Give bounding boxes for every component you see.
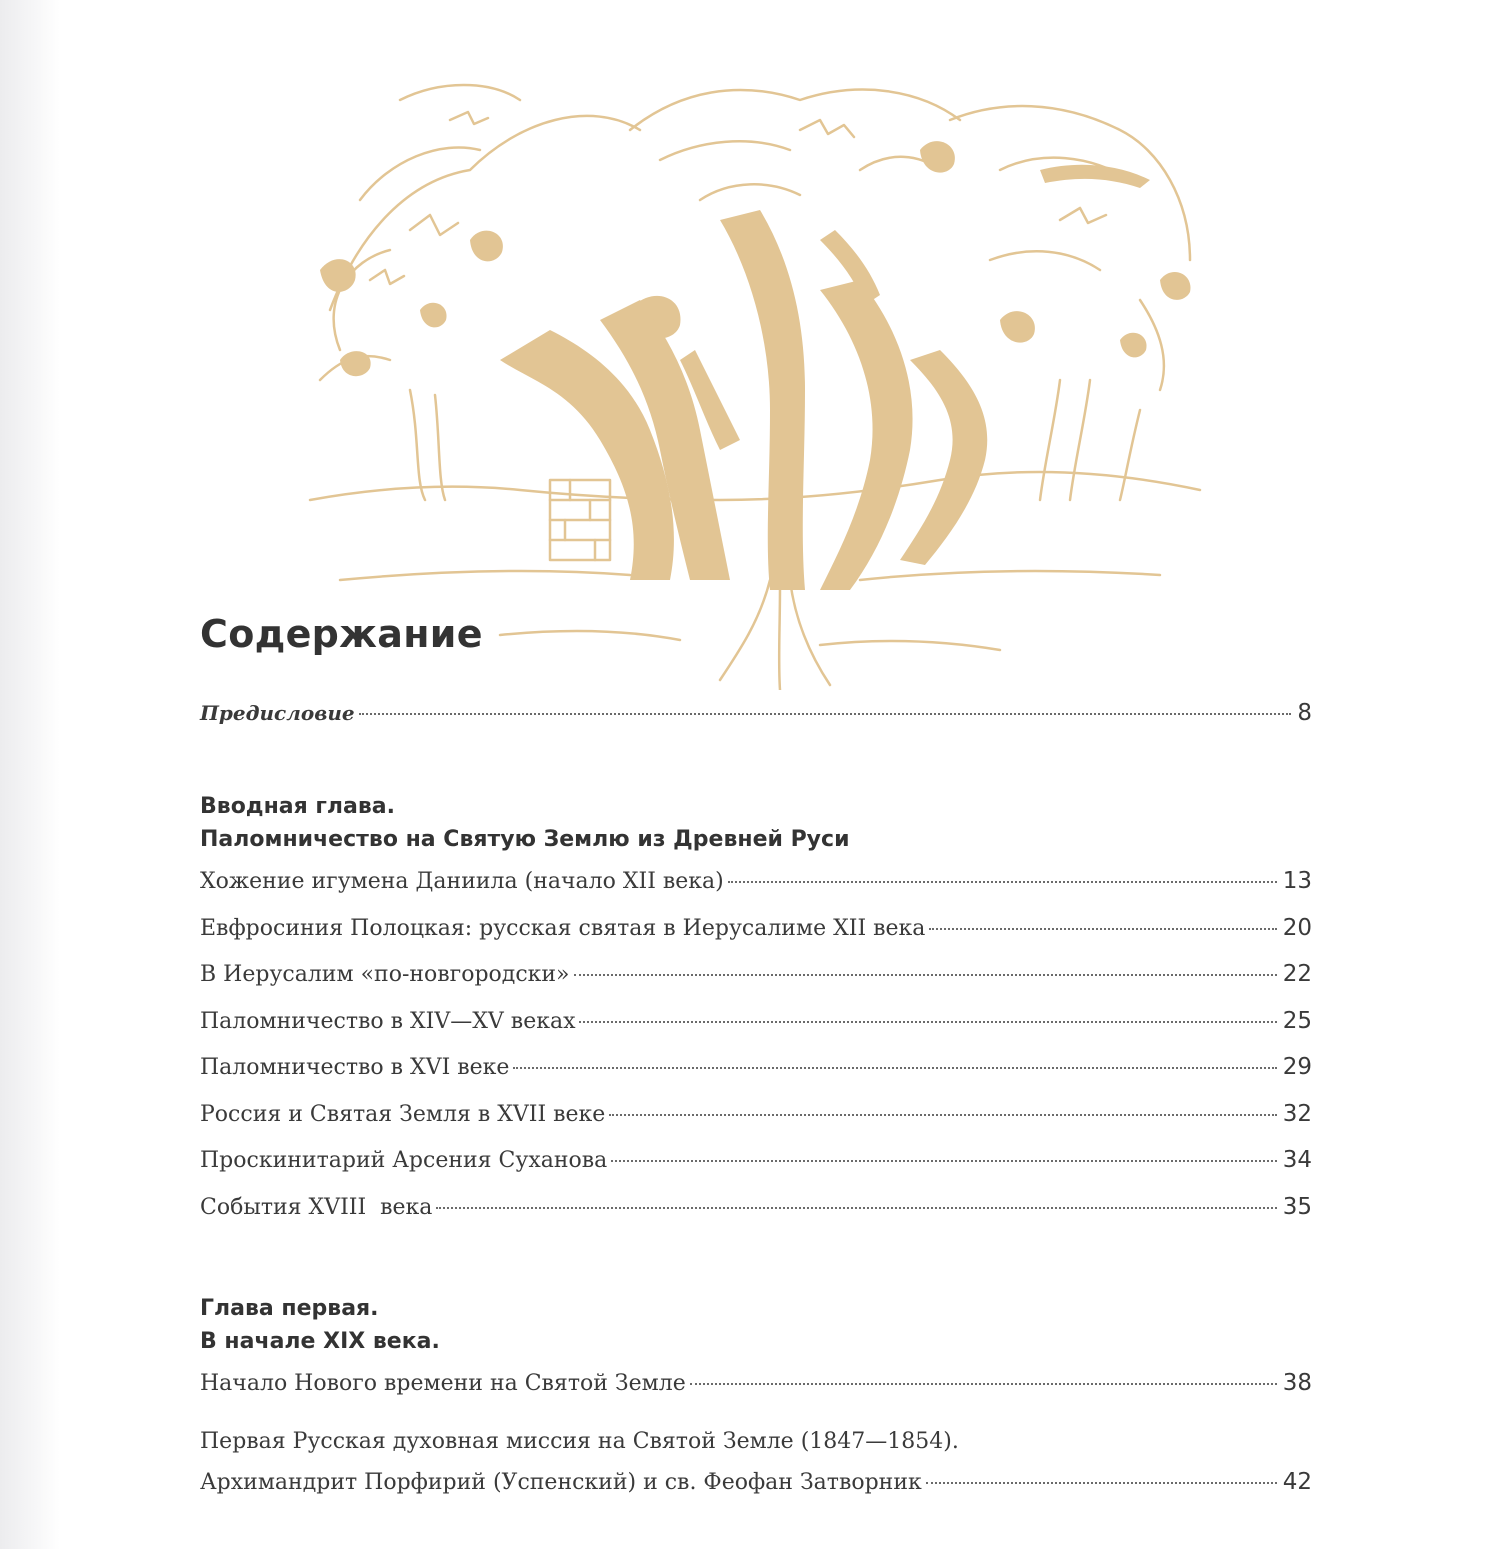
chapter-heading-line2: В начале XIX века. <box>200 1329 440 1354</box>
toc-entry[interactable] <box>200 1101 1312 1148</box>
toc-entry-page: 34 <box>1282 1147 1312 1173</box>
toc-entry[interactable] <box>200 1194 1312 1241</box>
toc-entry-label: Проскинитарий Арсения Суханова <box>200 1148 608 1173</box>
toc-entry[interactable] <box>200 1054 1312 1101</box>
toc-entry-page: 8 <box>1297 700 1312 726</box>
toc-chapter-intro <box>200 868 1312 1240</box>
dot-leader <box>690 1383 1277 1385</box>
olive-tree-illustration <box>300 60 1210 690</box>
chapter-heading-line1: Вводная глава. <box>200 794 395 819</box>
dot-leader <box>579 1021 1276 1023</box>
dot-leader <box>513 1067 1276 1069</box>
dot-leader <box>436 1207 1276 1209</box>
toc-entry[interactable] <box>200 915 1312 962</box>
toc-entry-page: 25 <box>1282 1007 1312 1034</box>
dot-leader <box>574 974 1277 976</box>
toc-entry-label: События XVIII века <box>200 1194 433 1220</box>
dot-leader <box>611 1160 1276 1162</box>
toc-preface <box>200 700 1312 747</box>
toc-entry-page: 20 <box>1282 914 1312 941</box>
toc-entry[interactable] <box>200 1008 1312 1055</box>
toc-entry-label: Предисловие <box>200 701 355 725</box>
dot-leader <box>359 713 1292 715</box>
toc-entry-page: 42 <box>1282 1469 1312 1495</box>
toc-entry-label: Паломничество в XIV—XV веках <box>200 1008 576 1034</box>
toc-entry-last-line <box>200 1462 1312 1502</box>
toc-entry-label: Паломничество в XVI веке <box>200 1055 510 1080</box>
toc-entry[interactable] <box>200 961 1312 1008</box>
toc-entry-label: В Иерусалим «по-новгородски» <box>200 962 570 987</box>
toc-entry-label: Россия и Святая Земля в XVII веке <box>200 1101 606 1127</box>
dot-leader <box>609 1114 1276 1116</box>
chapter-heading-intro <box>200 790 849 856</box>
toc-entry-page: 38 <box>1282 1370 1312 1396</box>
toc-entry-label-line2: Архимандрит Порфирий (Успенский) и св. Феофан Затворник <box>200 1470 922 1495</box>
chapter-heading-line2: Паломничество на Святую Землю из Древней Руси <box>200 827 850 852</box>
toc-entry-label: Евфросиния Полоцкая: русская святая в Иерусалиме XII века <box>200 915 926 941</box>
toc-entry-preface[interactable] <box>200 700 1312 747</box>
chapter-heading-first <box>200 1292 440 1358</box>
toc-entry[interactable] <box>200 1370 1312 1422</box>
toc-entry-page: 29 <box>1282 1054 1312 1080</box>
toc-entry-page: 13 <box>1282 868 1312 894</box>
toc-entry-label-line1: Первая Русская духовная миссия на Святой Земле (1847—1854). <box>200 1429 959 1454</box>
toc-entry-page: 22 <box>1282 961 1312 987</box>
toc-entry-label: Начало Нового времени на Святой Земле <box>200 1371 686 1396</box>
contents-title: Содержание <box>200 612 483 656</box>
toc-entry-page: 32 <box>1282 1100 1312 1127</box>
dot-leader <box>929 928 1276 930</box>
chapter-heading-line1: Глава первая. <box>200 1296 379 1321</box>
toc-entry-multiline[interactable] <box>200 1422 1312 1502</box>
page-edge-shadow <box>0 0 60 1549</box>
toc-entry[interactable] <box>200 1147 1312 1194</box>
toc-entry-page: 35 <box>1282 1193 1312 1220</box>
dot-leader <box>728 881 1277 883</box>
toc-chapter-first <box>200 1370 1312 1502</box>
dot-leader <box>926 1482 1277 1484</box>
toc-entry[interactable] <box>200 868 1312 915</box>
toc-entry-label: Хожение игумена Даниила (начало XII века) <box>200 869 724 894</box>
